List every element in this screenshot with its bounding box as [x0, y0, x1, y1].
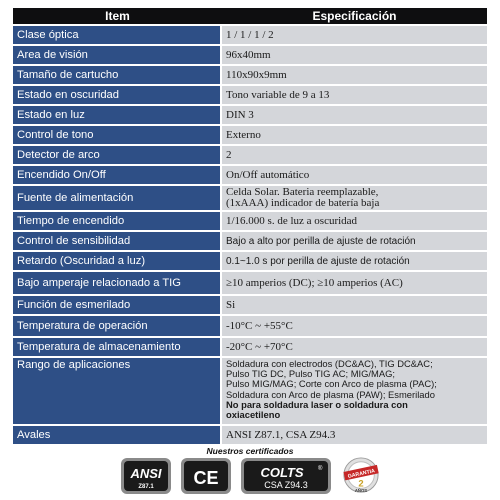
row-label: Temperatura de almacenamiento: [13, 338, 222, 356]
row-label: Bajo amperaje relacionado a TIG: [13, 272, 222, 294]
colts-logo-icon: [240, 457, 332, 495]
table-row: [13, 44, 487, 64]
row-value: -20°C ~ +70°C: [222, 338, 487, 356]
warranty-badge-name: GARANTIA: [347, 468, 376, 480]
header-item: Item: [105, 9, 130, 23]
warranty-badge-years: 2: [358, 478, 364, 490]
row-label: Estado en luz: [13, 106, 222, 124]
row-label: Control de tono: [13, 126, 222, 144]
row-value: Bajo a alto por perilla de ajuste de rotación: [222, 232, 487, 250]
row-value: ≥10 amperios (DC); ≥10 amperios (AC): [222, 272, 487, 294]
row-label: Control de sensibilidad: [13, 232, 222, 250]
row-value: 1 / 1 / 1 / 2: [222, 26, 487, 44]
ansi-logo-code: Z87.1: [138, 484, 154, 490]
warning-line: oxiacetileno: [226, 409, 281, 421]
row-label: Función de esmerilado: [13, 296, 222, 314]
row-label: Detector de arco: [13, 146, 222, 164]
row-value: 96x40mm: [222, 46, 487, 64]
ansi-logo-name: ANSI: [130, 466, 162, 481]
application-line: Soldadura con electrodos (DC&AC), TIG DC&AC;: [226, 358, 433, 369]
colts-logo-mark: ®: [318, 466, 323, 472]
table-row: [13, 294, 487, 314]
table-row: [13, 356, 487, 424]
table-header: [13, 8, 487, 24]
certifications-title: Nuestros certificados: [206, 446, 294, 456]
colts-logo-name: COLTS: [260, 465, 304, 480]
row-label: Clase óptica: [13, 26, 222, 44]
row-label: Tamaño de cartucho: [13, 66, 222, 84]
table-row: [13, 336, 487, 356]
ce-logo-icon: [180, 457, 232, 495]
application-line: Pulso TIG DC, Pulso TIG AC; MIG/MAG;: [226, 368, 395, 380]
colts-logo-code: CSA Z94.3: [264, 480, 308, 490]
table-row: [13, 104, 487, 124]
table-row: [13, 230, 487, 250]
table-row: [13, 270, 487, 294]
ansi-logo-icon: [120, 457, 172, 495]
spec-table: [13, 8, 487, 444]
row-label: Estado en oscuridad: [13, 86, 222, 104]
row-value: On/Off automático: [222, 166, 487, 184]
row-value: -10°C ~ +55°C: [222, 316, 487, 336]
row-value: 1/16.000 s. de luz a oscuridad: [222, 212, 487, 230]
warning-line: No para soldadura laser o soldadura con: [226, 398, 408, 410]
certifications-logos: [0, 457, 500, 497]
table-row: [13, 250, 487, 270]
row-label: Avales: [13, 426, 222, 444]
application-line: Pulso MIG/MAG; Corte con Arco de plasma (PAC);: [226, 378, 437, 390]
row-value-line: (1xAAA) indicador de batería baja: [226, 197, 380, 209]
table-row: [13, 124, 487, 144]
row-value-line: Celda Solar. Bateria reemplazable,: [226, 186, 379, 198]
table-row: [13, 64, 487, 84]
row-value: DIN 3: [222, 106, 487, 124]
row-value: 110x90x9mm: [222, 66, 487, 84]
table-row: [13, 314, 487, 336]
row-value: ANSI Z87.1, CSA Z94.3: [222, 426, 487, 444]
row-label: Area de visión: [13, 46, 222, 64]
row-label: Fuente de alimentación: [13, 186, 222, 210]
ce-logo-name: CE: [193, 468, 219, 488]
row-label: Retardo (Oscuridad a luz): [13, 252, 222, 270]
row-value: 2: [222, 146, 487, 164]
row-value: 0.1~1.0 s por perilla de ajuste de rotación: [222, 252, 487, 270]
row-value: Si: [222, 296, 487, 314]
table-row: [13, 424, 487, 444]
row-value-list: [222, 358, 487, 424]
row-value: Externo: [222, 126, 487, 144]
row-label: Rango de aplicaciones: [13, 358, 222, 424]
row-label: Encendido On/Off: [13, 166, 222, 184]
warranty-badge-unit: AÑOS: [354, 488, 368, 494]
table-row: [13, 144, 487, 164]
table-row: [13, 84, 487, 104]
row-value: Tono variable de 9 a 13: [222, 86, 487, 104]
table-row: [13, 24, 487, 44]
row-label: Temperatura de operación: [13, 316, 222, 336]
row-value: [222, 186, 487, 210]
warranty-badge-icon: [340, 457, 382, 495]
table-row: [13, 164, 487, 184]
row-label: Tiempo de encendido: [13, 212, 222, 230]
application-line: Soldadura con Arco de plasma (PAW); Esmerilado: [226, 388, 435, 400]
table-row: [13, 210, 487, 230]
table-row: [13, 184, 487, 210]
header-especificacion: Especificación: [312, 9, 397, 23]
